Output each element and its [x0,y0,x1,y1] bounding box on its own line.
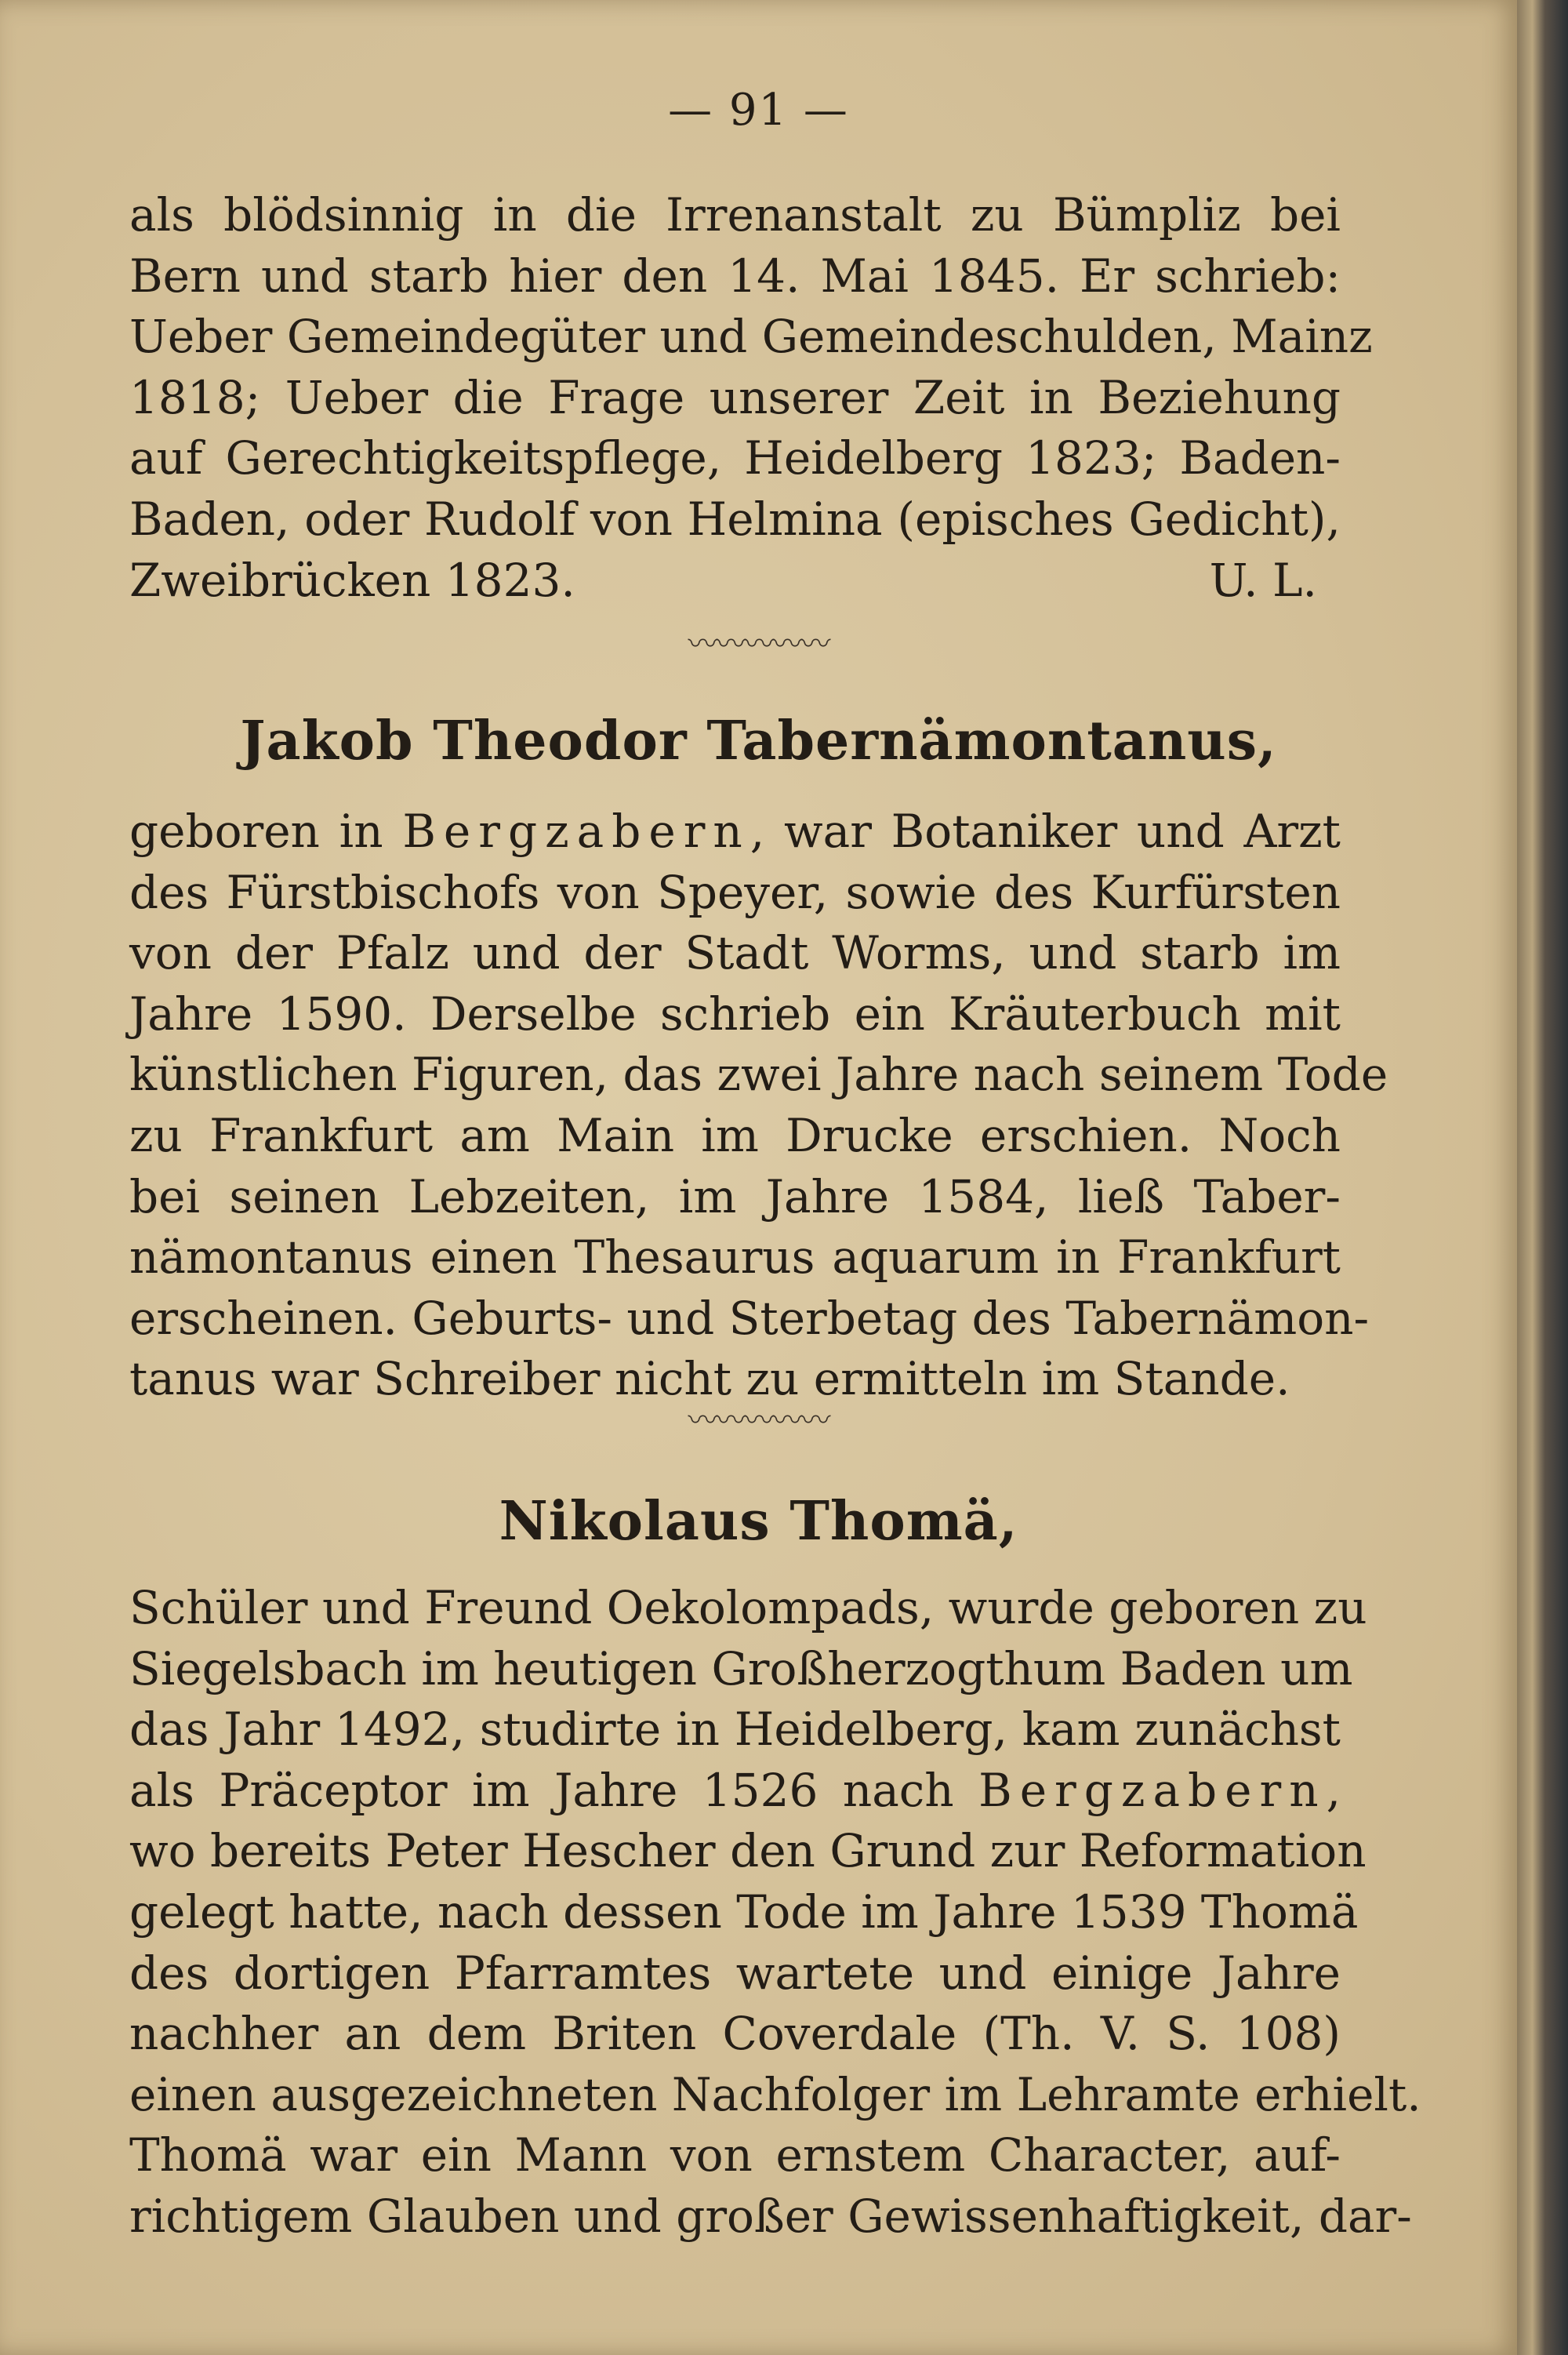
text-line: tanus war Schreiber nicht zu ermitteln im Stande. [129,1352,1290,1406]
section-divider-ornament: 〰〰〰〰〰 [688,1403,829,1437]
book-edge-binding [1517,0,1568,2355]
text-line: nachher an dem Briten Coverdale (Th. V. S. 108) [129,2007,1341,2061]
text-line: erscheinen. Geburts- und Sterbetag des Tabernämon- [129,1291,1370,1345]
text-line: auf Gerechtigkeitspflege, Heidelberg 1823; Baden- [129,431,1341,485]
text-line: zu Frankfurt am Main im Drucke erschien. Noch [129,1108,1341,1162]
text-line: bei seinen Lebzeiten, im Jahre 1584, ließ Taber- [129,1169,1341,1223]
text-line: Siegelsbach im heutigen Großherzogthum Baden um [129,1641,1353,1695]
text-line-end: Zweibrücken 1823. [129,553,575,607]
emphasized-place-name: Bergzabern [978,1763,1327,1817]
text-line: das Jahr 1492, studirte in Heidelberg, kam zunächst [129,1703,1341,1757]
text-line: Thomä war ein Mann von ernstem Character, auf- [129,2128,1341,2182]
text-fragment: , war Botaniker und Arzt [750,805,1341,858]
text-line: Ueber Gemeindegüter und Gemeindeschulden, Mainz [129,310,1373,364]
paragraph-thomae [129,1578,1421,2248]
section-divider-ornament: 〰〰〰〰〰 [688,627,829,661]
text-fragment: geboren in [129,805,403,858]
text-line [129,801,1341,863]
emphasized-place-name: Bergzabern [402,805,750,858]
text-fragment: , [1326,1763,1341,1817]
text-line: richtigem Glauben und großer Gewissenhaftigkeit, dar- [129,2189,1412,2243]
text-line: Jahre 1590. Derselbe schrieb ein Kräuterbuch mit [129,987,1341,1041]
text-line: nämontanus einen Thesaurus aquarum in Frankfurt [129,1230,1341,1285]
page-number: — 91 — [668,85,849,136]
text-line: 1818; Ueber die Frage unserer Zeit in Beziehung [129,370,1341,424]
text-line [129,1761,1341,1822]
text-line: künstlichen Figuren, das zwei Jahre nach seinem Tode [129,1048,1388,1102]
text-line: einen ausgezeichneten Nachfolger im Lehramte erhielt. [129,2067,1421,2121]
text-fragment: als Präceptor im Jahre 1526 nach [129,1763,979,1817]
text-line: von der Pfalz und der Stadt Worms, und starb im [129,926,1341,980]
paragraph-tabernaemontanus [129,801,1388,1410]
text-line: wo bereits Peter Hescher den Grund zur Reformation [129,1824,1367,1878]
entry-heading-thomae: Nikolaus Thomä, [499,1490,1018,1553]
text-line: des dortigen Pfarramtes wartete und einige Jahre [129,1946,1341,2000]
text-line: Bern und starb hier den 14. Mai 1845. Er schrieb: [129,249,1341,303]
text-line-with-signature [129,551,1341,612]
text-line: des Fürstbischofs von Speyer, sowie des Kurfürsten [129,865,1341,919]
entry-heading-tabernaemontanus: Jakob Theodor Tabernämontanus, [240,710,1277,772]
paragraph-continuation [129,185,1373,611]
text-line: Baden, oder Rudolf von Helmina (episches Gedicht), [129,492,1341,546]
text-line: als blödsinnig in die Irrenanstalt zu Bümpliz bei [129,188,1341,242]
text-line: Schüler und Freund Oekolompads, wurde geboren zu [129,1581,1367,1634]
author-signature: U. L. [1209,553,1317,607]
text-line: gelegt hatte, nach dessen Tode im Jahre 1539 Thomä [129,1884,1359,1939]
